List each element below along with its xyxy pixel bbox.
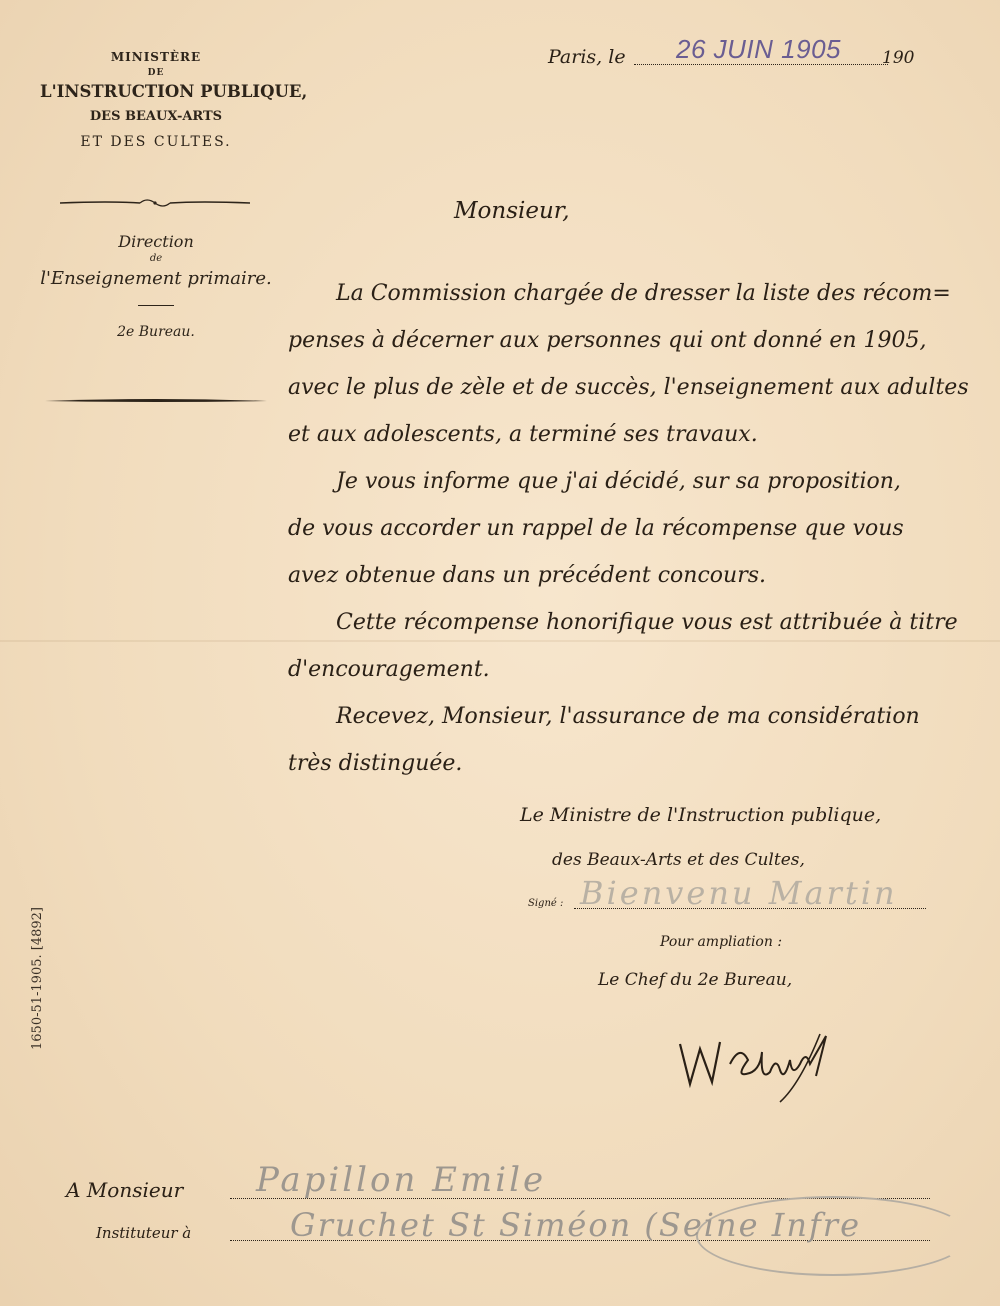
paragraph-line: d'encouragement. xyxy=(288,657,490,682)
direction-line-3: l'Enseignement primaire. xyxy=(40,268,272,289)
signe-name: Bienvenu Martin xyxy=(580,874,898,912)
direction-rule xyxy=(138,305,174,306)
addressee-name: Papillon Emile xyxy=(256,1160,547,1200)
ampliation-label: Pour ampliation : xyxy=(660,934,783,950)
paragraph-2 xyxy=(288,458,928,599)
ministry-heading xyxy=(40,50,308,150)
ministry-line-1: MINISTÈRE xyxy=(110,50,202,64)
direction-line-1: Direction xyxy=(118,232,194,251)
ornament-divider-icon xyxy=(60,196,250,210)
paragraph-line: de vous accorder un rappel de la récompense que vous xyxy=(288,516,904,541)
direction-block xyxy=(40,232,272,340)
ministry-line-2: DE xyxy=(147,68,165,78)
direction-line-2: de xyxy=(149,253,163,264)
addressee-place: Gruchet St Siméon (Seine Infre xyxy=(290,1206,862,1244)
letter-body xyxy=(288,270,969,787)
instituteur-label: Instituteur à xyxy=(96,1224,192,1242)
salutation: Monsieur, xyxy=(454,198,570,224)
paragraph-line: Cette récompense honorifique vous est attribuée à titre xyxy=(336,610,958,635)
paragraph-4 xyxy=(288,693,928,787)
addressee-label: A Monsieur xyxy=(66,1178,184,1202)
paragraph-line: et aux adolescents, a terminé ses travaux. xyxy=(288,422,758,447)
paragraph-line: Je vous informe que j'ai décidé, sur sa proposition, xyxy=(336,469,901,494)
paragraph-line: très distinguée. xyxy=(288,751,463,776)
paragraph-3 xyxy=(288,599,958,693)
ornament-rule-icon xyxy=(45,394,267,408)
bureau-label: 2e Bureau. xyxy=(117,324,195,340)
paragraph-line: avec le plus de zèle et de succès, l'enseignement aux adultes xyxy=(288,375,969,400)
reference-number: 1650-51-1905. [4892] xyxy=(30,907,45,1050)
minister-title-2: des Beaux-Arts et des Cultes, xyxy=(552,850,805,870)
ministry-line-3: L'INSTRUCTION PUBLIQUE, xyxy=(40,82,308,101)
dateline xyxy=(548,34,918,74)
paragraph-1 xyxy=(288,270,969,458)
paragraph-line: penses à décerner aux personnes qui ont donné en 1905, xyxy=(288,328,927,353)
paragraph-line: Recevez, Monsieur, l'assurance de ma considération xyxy=(336,704,920,729)
minister-title-1: Le Ministre de l'Instruction publique, xyxy=(520,804,882,826)
chef-bureau-label: Le Chef du 2e Bureau, xyxy=(598,970,793,990)
ministry-line-5: ET DES CULTES. xyxy=(80,134,232,150)
ministry-line-4: DES BEAUX-ARTS xyxy=(89,109,223,124)
date-year-suffix: 190 xyxy=(882,48,915,68)
signe-label: Signé : xyxy=(528,898,564,909)
paragraph-line: avez obtenue dans un précédent concours. xyxy=(288,563,767,588)
date-stamp: 26 JUIN 1905 xyxy=(676,34,841,64)
handwritten-signature-icon xyxy=(660,1014,860,1104)
date-prefix: Paris, le xyxy=(548,46,626,68)
paragraph-line: La Commission chargée de dresser la liste des récom= xyxy=(336,281,951,306)
